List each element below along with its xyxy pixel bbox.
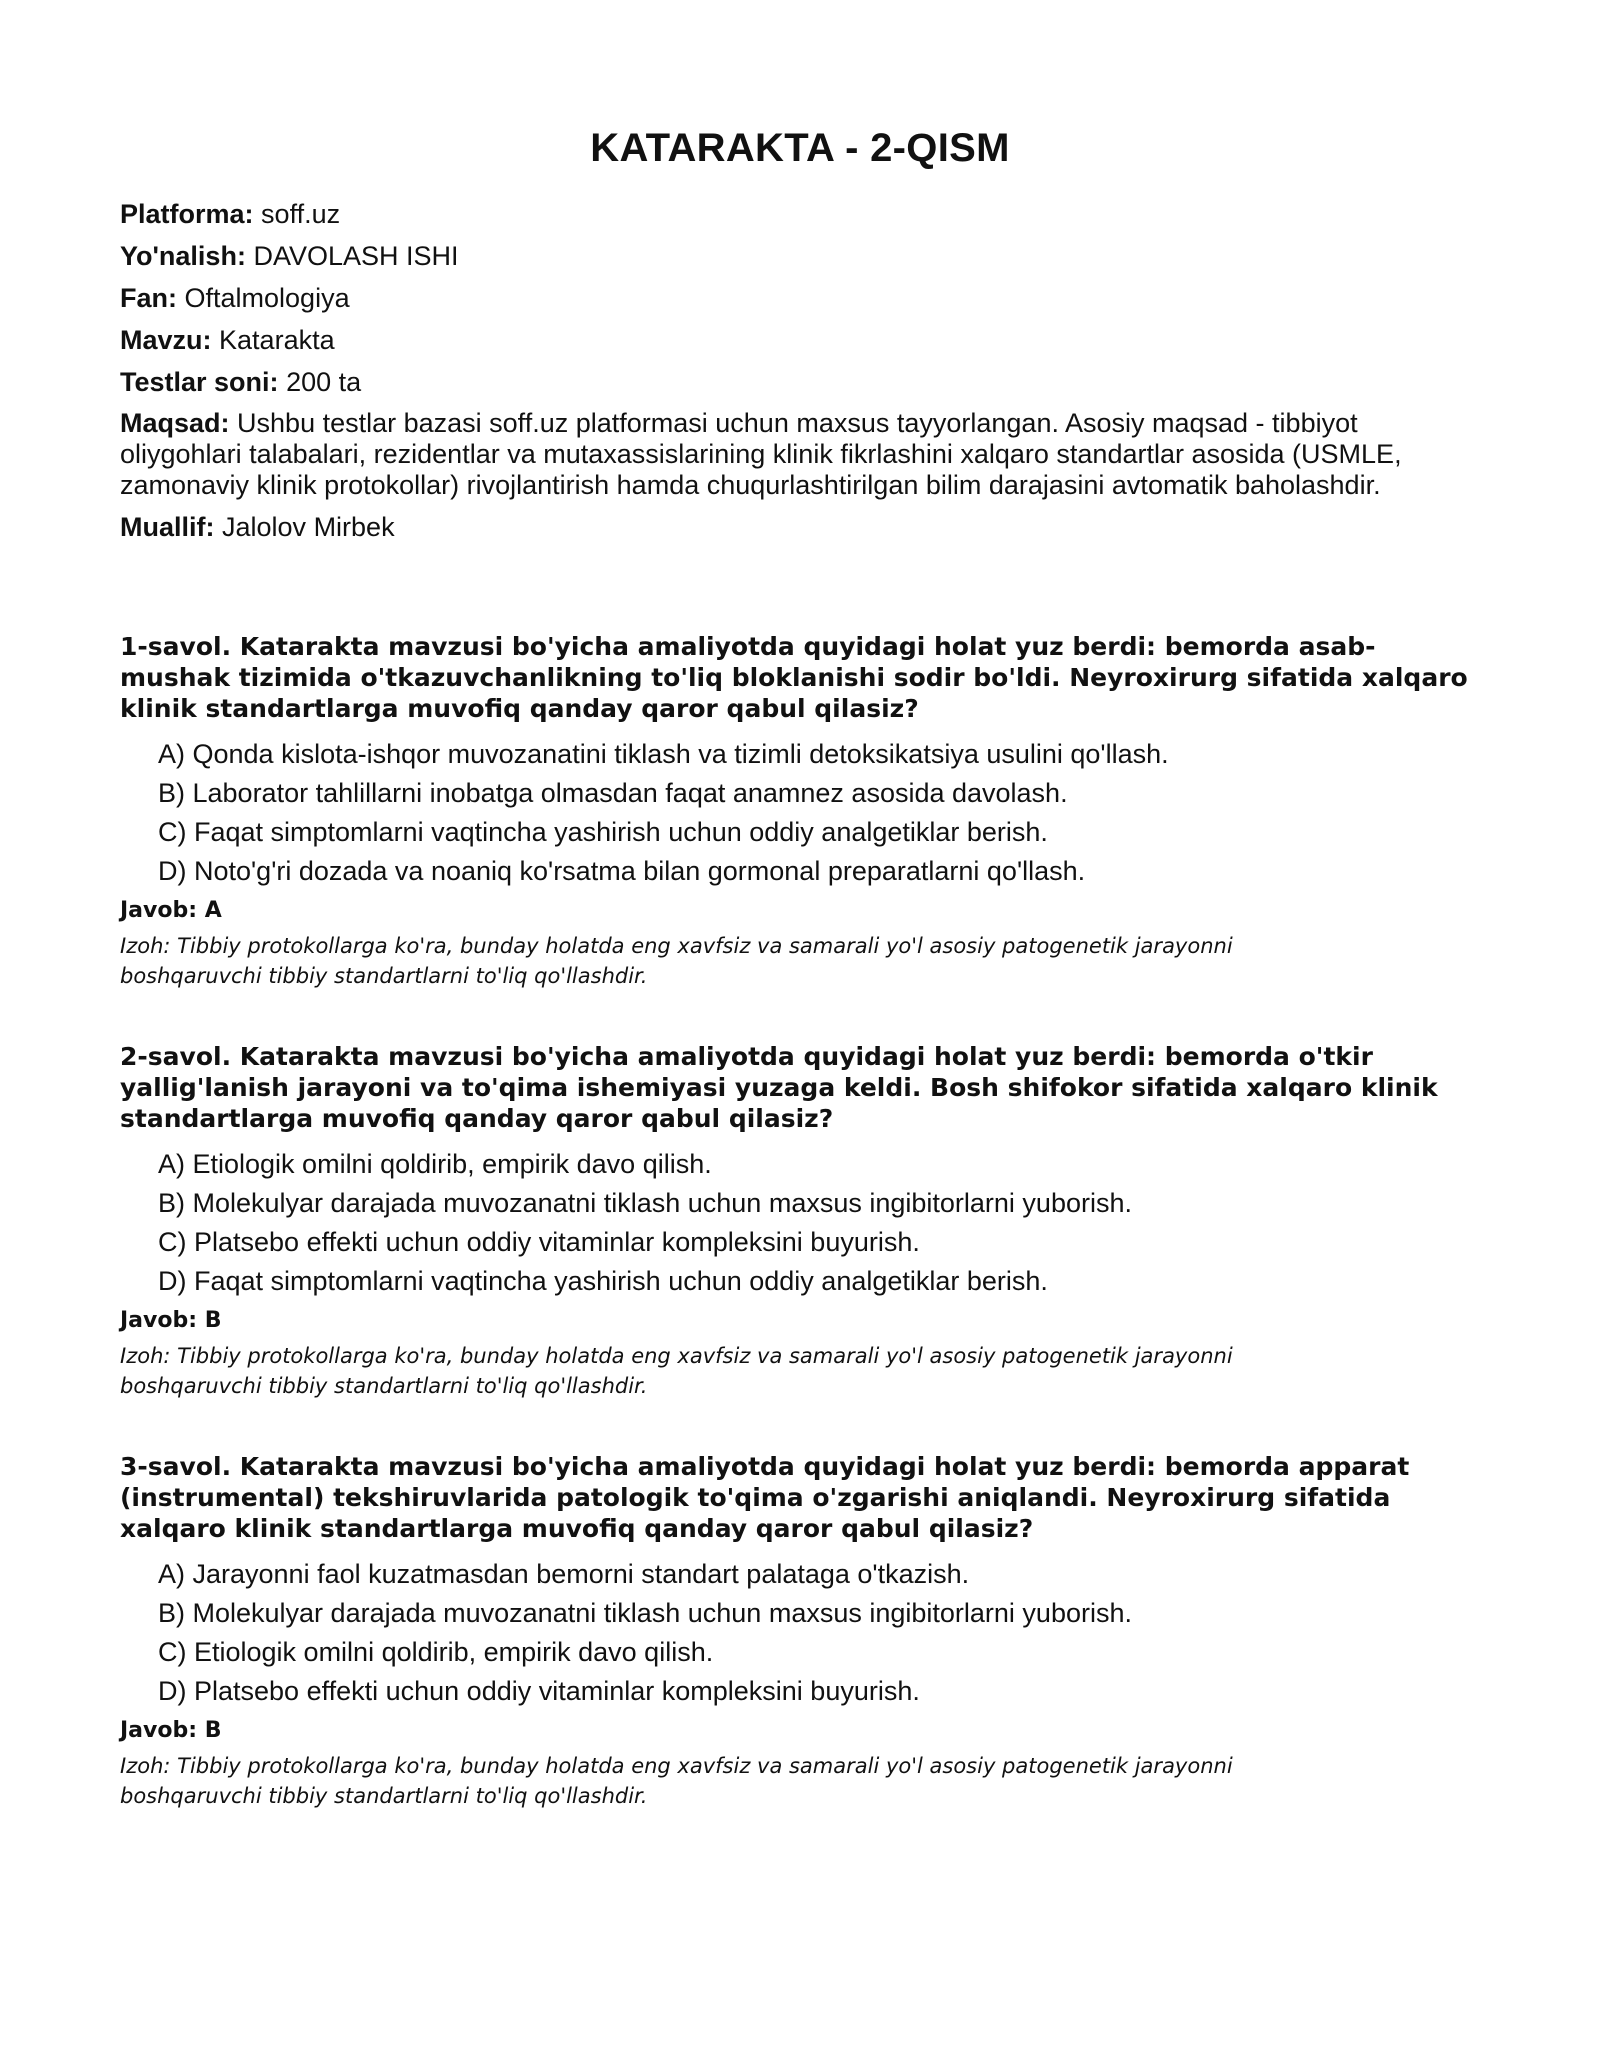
explanation-note: Izoh: Tibbiy protokollarga ko'ra, bunday holatda eng xavfsiz va samarali yo'l asosiy patogenetik jarayonni boshqaruvchi tibbiy standartlarni to'liq qo'llashdir. (120, 1754, 1233, 1808)
meta-value: DAVOLASH ISHI (253, 241, 459, 271)
meta-value: Katarakta (219, 325, 335, 355)
meta-value: 200 ta (286, 367, 362, 397)
meta-label: Yo'nalish: (120, 241, 246, 271)
option-c: C) Etiologik omilni qoldirib, empirik davo qilish. (158, 1637, 714, 1667)
meta-label: Testlar soni: (120, 367, 279, 397)
answer-key: Javob: B (120, 1718, 222, 1743)
document-page (120, 0, 1480, 1861)
option-a: A) Etiologik omilni qoldirib, empirik davo qilish. (158, 1149, 712, 1179)
meta-label: Muallif: (120, 512, 215, 542)
meta-test-count (120, 366, 1480, 398)
explanation-note: Izoh: Tibbiy protokollarga ko'ra, bunday holatda eng xavfsiz va samarali yo'l asosiy patogenetik jarayonni boshqaruvchi tibbiy standartlarni to'liq qo'llashdir. (120, 1344, 1233, 1398)
explanation-note: Izoh: Tibbiy protokollarga ko'ra, bunday holatda eng xavfsiz va samarali yo'l asosiy patogenetik jarayonni boshqaruvchi tibbiy standartlarni to'liq qo'llashdir. (120, 934, 1233, 988)
option-b: B) Molekulyar darajada muvozanatni tiklash uchun maxsus ingibitorlarni yuborish. (158, 1598, 1132, 1628)
document-title: KATARAKTA - 2-QISM (590, 126, 1010, 170)
meta-value: Oftalmologiya (184, 283, 350, 313)
meta-label: Platforma: (120, 199, 254, 229)
meta-platform (120, 198, 1480, 230)
question-item (120, 631, 1480, 991)
question-text: 1-savol. Katarakta mavzusi bo'yicha amaliyotda quyidagi holat yuz berdi: bemorda asab-mushak tizimida o'tkazuvchanlikning to'liq bloklanishi sodir bo'ldi. Neyroxirurg sifatida xalqaro klinik standartlarga muvofiq qanday qaror qabul qilasiz? (120, 632, 1468, 723)
meta-label: Mavzu: (120, 325, 212, 355)
answer-options (120, 738, 1480, 887)
meta-value: Ushbu testlar bazasi soff.uz platformasi uchun maxsus tayyorlangan. Asosiy maqsad - tibbiyot oliygohlari talabalari, rezidentlar va mutaxassislarining klinik fikrlashini xalqaro standartlar asosida (USMLE, zamonaviy klinik protokollar) rivojlantirish hamda chuqurlashtirilgan bilim darajasini avtomatik baholashdir. (120, 408, 1402, 500)
option-a: A) Jarayonni faol kuzatmasdan bemorni standart palataga o'tkazish. (158, 1559, 970, 1589)
meta-author (120, 511, 1480, 543)
meta-label: Maqsad: (120, 408, 230, 438)
meta-purpose (120, 408, 1460, 501)
questions-list (120, 631, 1480, 1811)
meta-value: Jalolov Mirbek (222, 512, 395, 542)
meta-subject (120, 282, 1480, 314)
question-item (120, 1451, 1480, 1811)
meta-direction (120, 240, 1480, 272)
meta-value: soff.uz (261, 199, 341, 229)
option-b: B) Laborator tahlillarni inobatga olmasdan faqat anamnez asosida davolash. (158, 778, 1068, 808)
answer-key: Javob: B (120, 1308, 222, 1333)
meta-label: Fan: (120, 283, 177, 313)
question-text: 3-savol. Katarakta mavzusi bo'yicha amaliyotda quyidagi holat yuz berdi: bemorda apparat (instrumental) tekshiruvlarida patologik to'qima o'zgarishi aniqlandi. Neyroxirurg sifatida xalqaro klinik standartlarga muvofiq qanday qaror qabul qilasiz? (120, 1452, 1410, 1543)
answer-options (120, 1558, 1480, 1707)
option-c: C) Platsebo effekti uchun oddiy vitaminlar kompleksini buyurish. (158, 1227, 920, 1257)
answer-options (120, 1148, 1480, 1297)
answer-key: Javob: A (120, 898, 222, 923)
metadata-block (120, 198, 1480, 543)
question-text: 2-savol. Katarakta mavzusi bo'yicha amaliyotda quyidagi holat yuz berdi: bemorda o'tkir yallig'lanish jarayoni va to'qima ishemiyasi yuzaga keldi. Bosh shifokor sifatida xalqaro klinik standartlarga muvofiq qanday qaror qabul qilasiz? (120, 1042, 1438, 1133)
option-d: D) Noto'g'ri dozada va noaniq ko'rsatma bilan gormonal preparatlarni qo'llash. (158, 856, 1086, 886)
meta-topic (120, 324, 1480, 356)
option-d: D) Platsebo effekti uchun oddiy vitaminlar kompleksini buyurish. (158, 1676, 920, 1706)
option-b: B) Molekulyar darajada muvozanatni tiklash uchun maxsus ingibitorlarni yuborish. (158, 1188, 1132, 1218)
option-a: A) Qonda kislota-ishqor muvozanatini tiklash va tizimli detoksikatsiya usulini qo'llash. (158, 739, 1169, 769)
option-c: C) Faqat simptomlarni vaqtincha yashirish uchun oddiy analgetiklar berish. (158, 817, 1048, 847)
option-d: D) Faqat simptomlarni vaqtincha yashirish uchun oddiy analgetiklar berish. (158, 1266, 1048, 1296)
question-item (120, 1041, 1480, 1401)
